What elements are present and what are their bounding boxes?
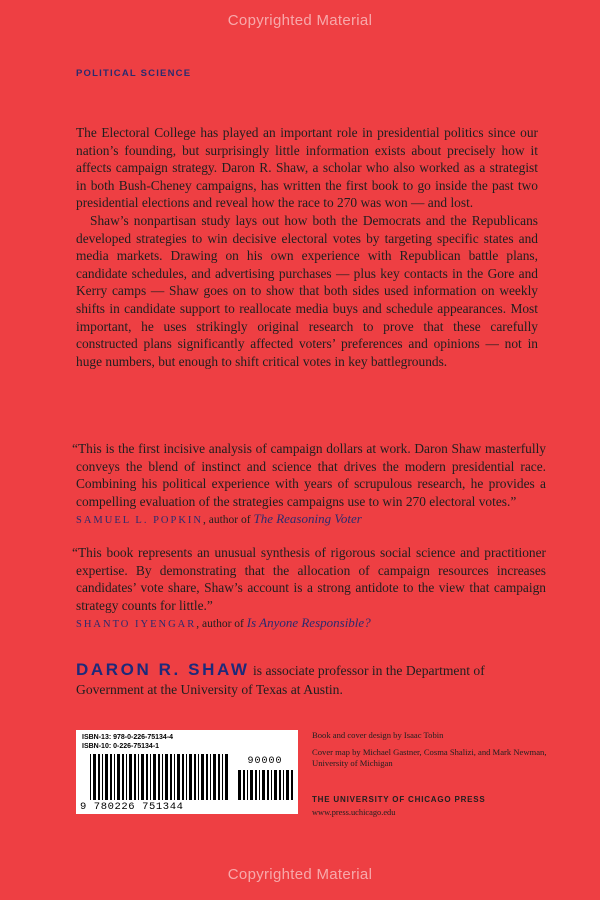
barcode-bar: [134, 754, 136, 800]
barcode-bar: [129, 754, 132, 800]
barcode-bar: [174, 754, 175, 800]
barcode-bar: [213, 754, 216, 800]
blurb-author-name: SHANTO IYENGAR: [76, 619, 197, 631]
barcode-bar: [182, 754, 184, 800]
barcode-bar: [165, 754, 168, 800]
barcode-bar: [114, 754, 115, 800]
watermark-bottom: Copyrighted Material: [227, 866, 373, 883]
barcode-bar: [158, 754, 160, 800]
barcode-price-code: 90000: [247, 756, 283, 767]
barcode-bar: [162, 754, 163, 800]
barcode-bar: [247, 770, 248, 800]
blurb-connector: , author of: [203, 514, 254, 527]
barcode-bar: [117, 754, 120, 800]
barcode-bar: [189, 754, 192, 800]
watermark-top: Copyrighted Material: [227, 12, 373, 29]
design-credit: Book and cover design by Isaac Tobin: [312, 730, 444, 740]
author-bio-text: is associate professor in the Department of Government at the University of Texas at Austin.: [76, 663, 485, 697]
barcode-box: [76, 730, 298, 814]
author-name: DARON R. SHAW: [76, 660, 250, 679]
barcode-bar: [283, 770, 284, 800]
barcode-bar: [194, 754, 196, 800]
barcode-bar: [138, 754, 139, 800]
barcode-bar: [262, 770, 265, 800]
barcode-bar: [201, 754, 204, 800]
blurb-attribution: [76, 614, 546, 634]
barcode-bar: [198, 754, 199, 800]
barcode-bar: [153, 754, 156, 800]
isbn-13: ISBN-13: 978-0-226-75134-4: [82, 734, 174, 741]
blurb-book-title: The Reasoning Voter: [253, 511, 362, 527]
barcode-bar: [186, 754, 187, 800]
barcode-bar: [126, 754, 127, 800]
barcode-bar: [93, 754, 96, 800]
publisher-name: THE UNIVERSITY OF CHICAGO PRESS: [312, 795, 486, 804]
barcode-bar: [90, 754, 91, 800]
blurb-text: “This is the first incisive analysis of campaign dollars at work. Daron Shaw masterfully conveys the blend of instinct and science that drives the modern presidential race. Combining his political experience with years of scrupulous research, he provides a compelling evaluation of the strategies campaigns use to win 270 electoral votes.”: [72, 441, 546, 509]
blurb-attribution: [76, 510, 546, 530]
isbn-10: ISBN-10: 0-226-75134-1: [82, 743, 160, 750]
barcode-bar: [250, 770, 253, 800]
barcode-bar: [225, 754, 228, 800]
barcode-bar: [150, 754, 151, 800]
design-credits: [312, 730, 552, 775]
barcode-bar: [286, 770, 289, 800]
barcode-bar: [218, 754, 220, 800]
barcode-bar: [271, 770, 272, 800]
description-paragraph-1: The Electoral College has played an important role in presidential politics since our nation’s founding, but surprisingly little information exists about precisely how it affects campaign strategy. Daron R. Shaw, a scholar who also worked as a strategist in both Bush-Cheney campaigns, has written the first book to go inside the past two presidential elections and reveal how the race to 270 was won — and lost.: [76, 125, 538, 211]
description-paragraph-2: Shaw’s nonpartisan study lays out how both the Democrats and the Republicans developed strategies to win decisive electoral votes by targeting specific states and media markets. Drawing on his own experience with Republican battle plans, candidate schedules, and advertising purchases — plus key contacts in the Gore and Kerry camps — Shaw goes on to show that both sides used information on weekly shifts in candidate support to reallocate media buys and schedule appearances. Most important, he uses strikingly original research to prove that these carefully constructed plans significantly affected voters’ preferences and opinions — not in huge numbers, but enough to shift critical votes in key battlegrounds.: [76, 212, 538, 369]
barcode-bar: [141, 754, 144, 800]
barcode-bar: [206, 754, 208, 800]
barcode-bar: [291, 770, 293, 800]
barcode-bar: [255, 770, 257, 800]
blurb-text: “This book represents an unusual synthesis of rigorous social science and practitioner expertise. By demonstrating that the allocation of campaign resources increases candidates’ vote share, Shaw’s account is a strong antidote to the view that campaign strategy counts for little.”: [72, 545, 546, 613]
barcode-bar: [98, 754, 100, 800]
barcode-bar: [274, 770, 277, 800]
barcode-bar: [279, 770, 281, 800]
map-credit: Cover map by Michael Gastner, Cosma Shalizi, and Mark Newman, University of Michigan: [312, 747, 547, 768]
author-bio: [76, 660, 546, 699]
barcode-bar: [177, 754, 180, 800]
barcode-digits: 9 780226 751344: [80, 801, 184, 813]
barcode-bar: [105, 754, 108, 800]
blurb-quote-1: [72, 440, 546, 530]
barcode-bar: [243, 770, 245, 800]
barcode-bar: [210, 754, 211, 800]
barcode-bar: [110, 754, 112, 800]
blurb-quote-2: [72, 544, 546, 634]
barcode-bar: [238, 770, 241, 800]
barcode-bar: [267, 770, 269, 800]
barcode-bar: [259, 770, 260, 800]
barcode-bar: [222, 754, 223, 800]
blurb-connector: , author of: [196, 618, 247, 631]
publisher-url: www.press.uchicago.edu: [312, 808, 396, 817]
barcode-bar: [146, 754, 148, 800]
category-label: POLITICAL SCIENCE: [76, 68, 192, 79]
book-description: [76, 124, 538, 370]
blurb-book-title: Is Anyone Responsible?: [246, 615, 371, 631]
blurb-author-name: SAMUEL L. POPKIN: [76, 515, 203, 527]
barcode-bar: [102, 754, 103, 800]
barcode-bar: [122, 754, 124, 800]
barcode-bar: [170, 754, 172, 800]
